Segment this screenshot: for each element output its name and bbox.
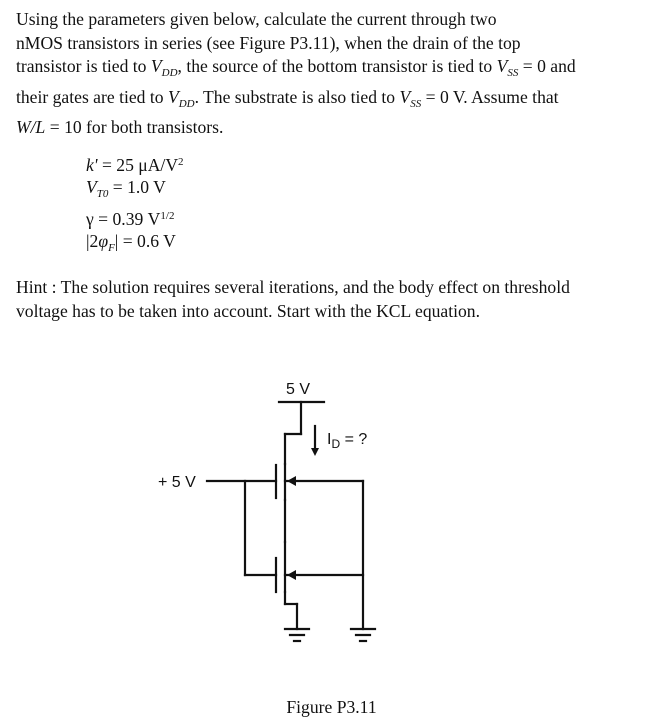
hint-line-2: voltage has to be taken into account. Start with the KCL equation. <box>16 300 481 321</box>
top-body-arrow <box>287 476 296 486</box>
problem-line-1: Using the parameters given below, calculate the current through two <box>16 9 497 29</box>
figure-caption: Figure P3.11 <box>286 697 377 717</box>
hint-text <box>16 276 656 323</box>
circuit-diagram <box>0 370 663 670</box>
problem-statement <box>16 8 652 140</box>
problem-line-3: transistor is tied to $V_{DD}$, the source of the bottom transistor is tied to $V_{SS} = 0$ and <box>16 56 576 79</box>
param-vt0: $V_{T0} = 1.0$ V <box>86 177 166 200</box>
circuit-figure <box>0 370 663 670</box>
drain-current-label: $I_D$ = ? <box>327 431 368 451</box>
vdd-label: 5 V <box>286 381 311 398</box>
problem-line-4: their gates are tied to $V_{DD}$. The substrate is also tied to $V_{SS} = 0$ V. Assume that <box>16 86 559 110</box>
id-arrow-head <box>311 448 319 456</box>
problem-line-2: nMOS transistors in series (see Figure P3.11), when the drain of the top <box>16 32 521 53</box>
problem-line-5: W/L = 10 for both transistors. <box>16 117 224 137</box>
gate-voltage-label: + 5 V <box>158 474 196 491</box>
param-phi: $|2\varphi_F| = 0.6$ V <box>86 231 176 254</box>
hint-line-1: Hint : The solution requires several iterations, and the body effect on threshold <box>16 277 570 297</box>
param-k: k' = 25 $\mu A/V^2$ <box>86 155 184 175</box>
param-gamma: γ = 0.39 $V^{1/2}$ <box>86 209 175 229</box>
parameter-list <box>86 151 184 259</box>
bottom-body-arrow <box>287 570 296 580</box>
